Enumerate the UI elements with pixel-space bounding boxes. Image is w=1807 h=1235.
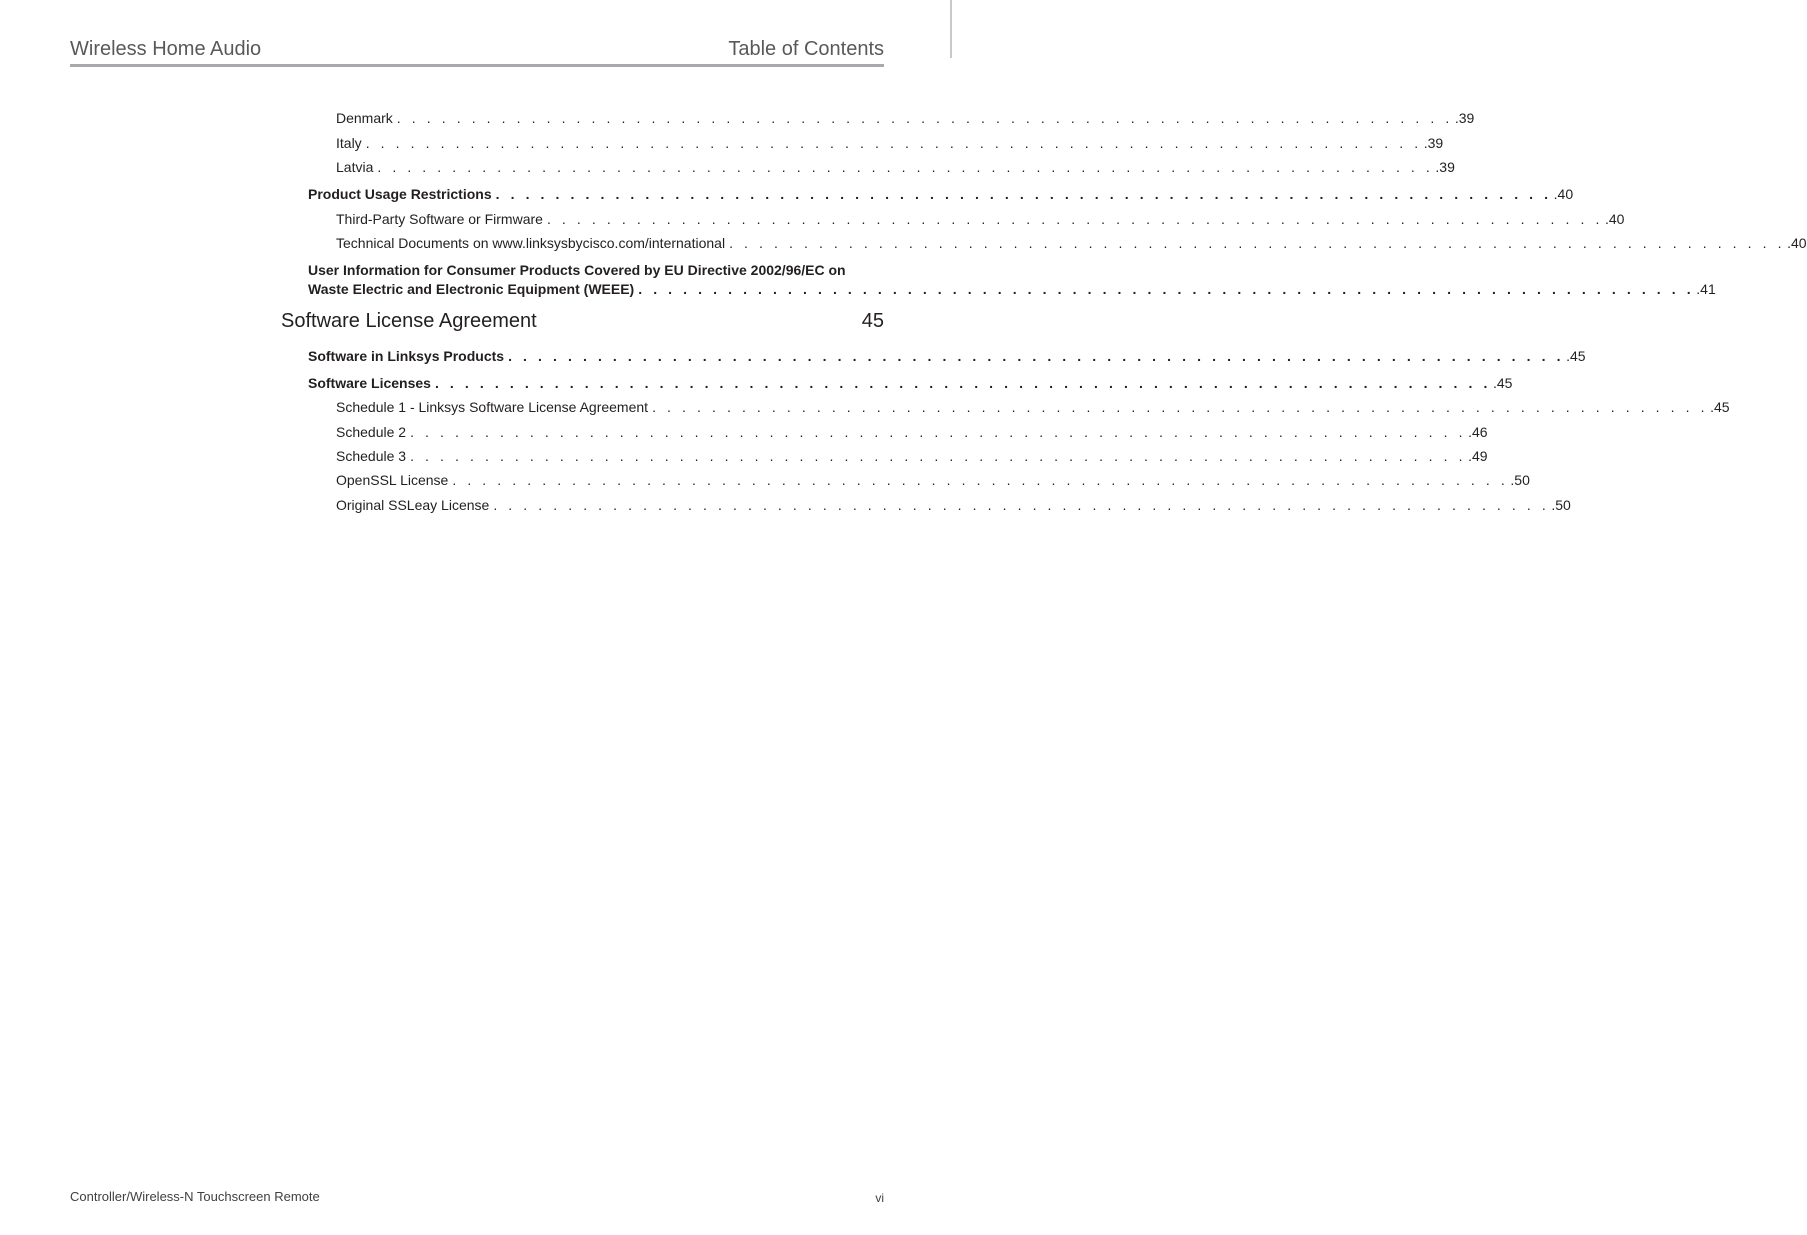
toc-leader-dots: . . . . . . . . . . . . . . . . . . . . . . . . . . . . . . . . . . . . . . . . . . . . . . . . . . . . . . . . . . . . . . . . . . . . . . . <box>396 110 1453 126</box>
toc-entry-label: Product Usage Restrictions <box>308 186 492 202</box>
toc-entry-page: .50 <box>1510 472 1530 488</box>
toc-leader-dots: . . . . . . . . . . . . . . . . . . . . . . . . . . . . . . . . . . . . . . . . . . . . . . . . . . . . . . . . . . . . . . . . . . . . . . . <box>495 186 1552 202</box>
toc-entry-weee[interactable] <box>308 279 1716 299</box>
toc-entry-page: .49 <box>1468 448 1488 464</box>
toc-entry-page: .39 <box>1435 159 1455 175</box>
toc-leader-dots: . . . . . . . . . . . . . . . . . . . . . . . . . . . . . . . . . . . . . . . . . . . . . . . . . . . . . . . . . . . . . . . . . . . . . . . <box>434 375 1491 391</box>
toc-entry-denmark[interactable] <box>336 108 1475 128</box>
toc-leader-dots: . . . . . . . . . . . . . . . . . . . . . . . . . . . . . . . . . . . . . . . . . . . . . . . . . . . . . . . . . . . . . . . . . . . . . . . <box>508 348 1565 364</box>
toc-entry-software-in-linksys-products[interactable] <box>308 346 1586 366</box>
toc-entry-label: Software Licenses <box>308 375 431 391</box>
toc-entry-label: Technical Documents on www.linksysbycisco.com/international <box>336 235 726 251</box>
toc-leader-dots: . . . . . . . . . . . . . . . . . . . . . . . . . . . . . . . . . . . . . . . . . . . . . . . . . . . . . . . . . . . . . . . . . . . . . . . <box>546 211 1603 227</box>
toc-entry-third-party-software[interactable] <box>336 209 1625 229</box>
toc-entry-technical-documents[interactable] <box>336 233 1807 253</box>
toc-entry-page: .39 <box>1423 135 1444 151</box>
toc-entry-label: Software in Linksys Products <box>308 348 505 364</box>
toc-chapter-page: 45 <box>861 310 884 332</box>
toc-entry-schedule-3[interactable] <box>336 446 1488 466</box>
toc-entry-label: Denmark <box>336 110 393 126</box>
toc-entry-italy[interactable] <box>336 133 1444 153</box>
toc-entry-original-ssleay-license[interactable] <box>336 495 1571 515</box>
toc-entry-page: .40 <box>1604 211 1625 227</box>
toc-entry-page: .50 <box>1551 497 1571 513</box>
toc-entry-page: .46 <box>1468 424 1488 440</box>
toc-entry-openssl-license[interactable] <box>336 470 1530 490</box>
toc-entry-label: OpenSSL License <box>336 472 449 488</box>
toc-leader-dots: . . . . . . . . . . . . . . . . . . . . . . . . . . . . . . . . . . . . . . . . . . . . . . . . . . . . . . . . . . . . . . . . . . . . . . . <box>377 159 1434 175</box>
toc-entry-page: .40 <box>1787 235 1807 251</box>
toc-chapter-software-license-agreement[interactable] <box>281 309 884 333</box>
toc-entry-page: .41 <box>1696 281 1716 297</box>
section-title: Table of Contents <box>728 38 884 60</box>
toc-entry-label: Waste Electric and Electronic Equipment (WEEE) <box>308 281 635 297</box>
toc-entry-label: Schedule 1 - Linksys Software License Agreement <box>336 399 649 415</box>
toc-entry-schedule-2[interactable] <box>336 422 1488 442</box>
document-title: Wireless Home Audio <box>70 38 262 60</box>
toc-entry-label: Third-Party Software or Firmware <box>336 211 543 227</box>
toc-entry-product-usage-restrictions[interactable] <box>308 184 1574 204</box>
toc-entry-page: .45 <box>1566 348 1586 364</box>
toc-leader-dots: . . . . . . . . . . . . . . . . . . . . . . . . . . . . . . . . . . . . . . . . . . . . . . . . . . . . . . . . . . . . . . . . . . . . . . . <box>452 472 1509 488</box>
toc-entry-page: .45 <box>1710 399 1730 415</box>
toc-entry-page: .39 <box>1454 110 1475 126</box>
toc-entry-label: Original SSLeay License <box>336 497 490 513</box>
toc-entry-page: .45 <box>1492 375 1513 391</box>
toc-entry-weee-line1[interactable]: User Information for Consumer Products Covered by EU Directive 2002/96/EC on <box>308 262 846 278</box>
footer-page-number: vi <box>875 1191 884 1205</box>
toc-leader-dots: . . . . . . . . . . . . . . . . . . . . . . . . . . . . . . . . . . . . . . . . . . . . . . . . . . . . . . . . . . . . . . . . . . . . . . . <box>410 448 1467 464</box>
toc-leader-dots: . . . . . . . . . . . . . . . . . . . . . . . . . . . . . . . . . . . . . . . . . . . . . . . . . . . . . . . . . . . . . . . . . . . . . . . <box>410 424 1467 440</box>
footer-product-name: Controller/Wireless-N Touchscreen Remote <box>70 1189 320 1204</box>
toc-leader-dots: . . . . . . . . . . . . . . . . . . . . . . . . . . . . . . . . . . . . . . . . . . . . . . . . . . . . . . . . . . . . . . . . . . . . . . . <box>493 497 1550 513</box>
toc-chapter-title: Software License Agreement <box>281 310 537 332</box>
toc-entry-software-licenses[interactable] <box>308 373 1513 393</box>
toc-entry-label: Schedule 3 <box>336 448 407 464</box>
toc-leader-dots: . . . . . . . . . . . . . . . . . . . . . . . . . . . . . . . . . . . . . . . . . . . . . . . . . . . . . . . . . . . . . . . . . . . . . . . <box>638 281 1695 297</box>
toc-entry-label: Schedule 2 <box>336 424 407 440</box>
toc-leader-dots: . . . . . . . . . . . . . . . . . . . . . . . . . . . . . . . . . . . . . . . . . . . . . . . . . . . . . . . . . . . . . . . . . . . . . . . <box>365 135 1422 151</box>
toc-entry-page: .40 <box>1553 186 1574 202</box>
toc-entry-label: Italy <box>336 135 362 151</box>
toc-entry-schedule-1[interactable] <box>336 397 1730 417</box>
toc-leader-dots: . . . . . . . . . . . . . . . . . . . . . . . . . . . . . . . . . . . . . . . . . . . . . . . . . . . . . . . . . . . . . . . . . . . . . . . <box>652 399 1709 415</box>
toc-entry-label: Latvia <box>336 159 374 175</box>
toc-leader-dots: . . . . . . . . . . . . . . . . . . . . . . . . . . . . . . . . . . . . . . . . . . . . . . . . . . . . . . . . . . . . . . . . . . . . . . . <box>729 235 1786 251</box>
toc-entry-latvia[interactable] <box>336 157 1455 177</box>
